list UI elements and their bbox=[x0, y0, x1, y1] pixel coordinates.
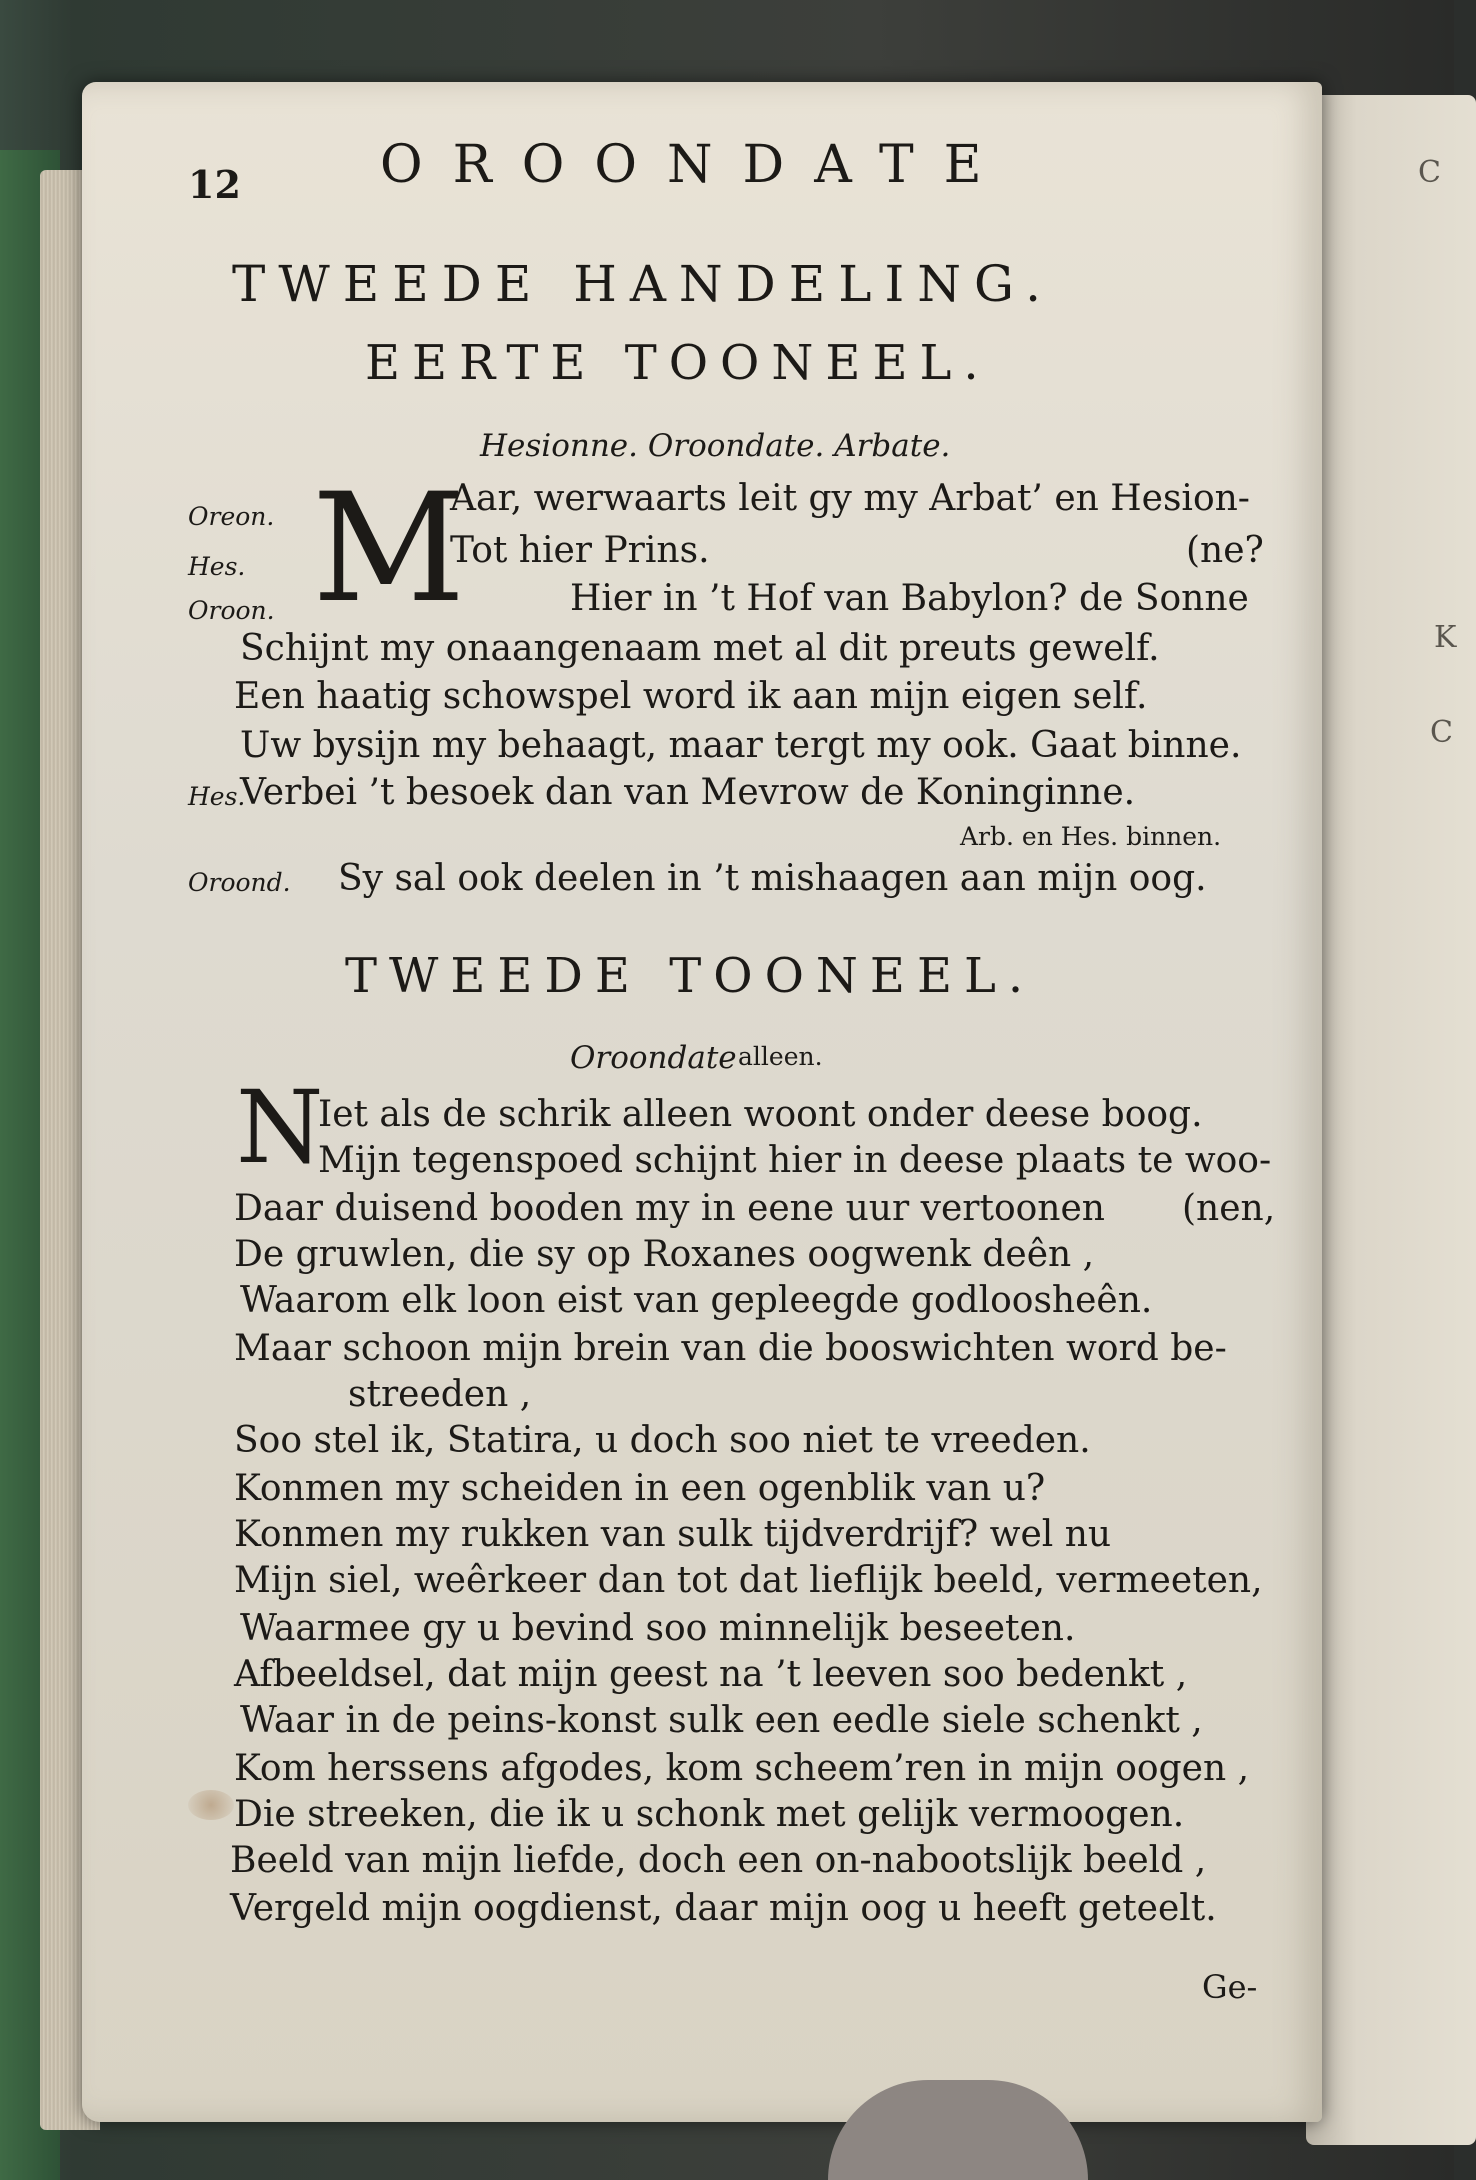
catchword: Ge- bbox=[1202, 1968, 1258, 2006]
verse-line: Waarmee gy u bevind soo minnelijk beseeten. bbox=[240, 1608, 1076, 1649]
verse-line: Een haatig schowspel word ik aan mijn eigen self. bbox=[234, 676, 1148, 717]
stage-direction: Arb. en Hes. binnen. bbox=[960, 822, 1222, 851]
scene-heading: TWEEDE TOONEEL. bbox=[345, 948, 1036, 1004]
speaker-label: Oroond. bbox=[188, 868, 291, 897]
verse-line: Konmen my scheiden in een ogenblik van u? bbox=[234, 1468, 1046, 1509]
speaker-label: Hes. bbox=[188, 552, 246, 581]
facing-page-letter: K bbox=[1434, 620, 1457, 655]
drop-cap: N bbox=[236, 1069, 324, 1186]
verse-line: Maar schoon mijn brein van die booswichten word be- bbox=[234, 1328, 1227, 1369]
verse-line: De gruwlen, die sy op Roxanes oogwenk deên , bbox=[234, 1234, 1095, 1275]
verse-line: Afbeeldsel, dat mijn geest na ’t leeven soo bedenkt , bbox=[234, 1654, 1188, 1695]
verse-line-turnover: (nen, bbox=[1182, 1188, 1276, 1229]
verse-line: Verbei ’t besoek dan van Mevrow de Koninginne. bbox=[240, 772, 1136, 813]
verse-line: Beeld van mijn liefde, doch een on-nabootslijk beeld , bbox=[230, 1840, 1207, 1881]
speaker-label: Hes. bbox=[188, 782, 246, 811]
verse-line: Vergeld mijn oogdienst, daar mijn oog u heeft geteelt. bbox=[230, 1888, 1217, 1929]
verse-line: streeden , bbox=[348, 1374, 532, 1415]
verse-line: Mijn tegenspoed schijnt hier in deese plaats te woo- bbox=[318, 1140, 1272, 1181]
verse-line: Mijn siel, weêrkeer dan tot dat lieflijk beeld, vermeeten, bbox=[234, 1560, 1263, 1601]
verse-line: Aar, werwaarts leit gy my Arbat’ en Hesion- bbox=[450, 478, 1250, 519]
verse-line: Die streeken, die ik u schonk met gelijk vermoogen. bbox=[234, 1794, 1185, 1835]
verse-line: Schijnt my onaangenaam met al dit preuts gewelf. bbox=[240, 628, 1160, 669]
verse-line: Soo stel ik, Statira, u doch soo niet te vreeden. bbox=[234, 1420, 1091, 1461]
verse-line-turnover: (ne? bbox=[1186, 530, 1264, 571]
facing-page-letter: C bbox=[1430, 715, 1453, 750]
act-heading: TWEEDE HANDELING. bbox=[232, 255, 1055, 313]
scene-heading: EERTE TOONEEL. bbox=[365, 335, 991, 391]
verse-line: Sy sal ook deelen in ’t mishaagen aan mijn oog. bbox=[338, 858, 1207, 899]
speaker-label: Oreon. bbox=[188, 502, 275, 531]
running-head: OROONDATE bbox=[380, 135, 1012, 195]
verse-line: Waarom elk loon eist van gepleegde godloosheên. bbox=[240, 1280, 1153, 1321]
ink-stain bbox=[188, 1790, 234, 1820]
facing-page-letter: C bbox=[1418, 155, 1441, 190]
cast-name: Oroondate bbox=[570, 1040, 737, 1076]
verse-line: Waar in de peins-konst sulk een eedle siele schenkt , bbox=[240, 1700, 1203, 1741]
cast-list: Hesionne. Oroondate. Arbate. bbox=[480, 428, 951, 464]
verse-line: Iet als de schrik alleen woont onder deese boog. bbox=[318, 1094, 1203, 1135]
speaker-label: Oroon. bbox=[188, 596, 275, 625]
cast-note: alleen. bbox=[738, 1042, 823, 1071]
verse-line: Uw bysijn my behaagt, maar tergt my ook. Gaat binne. bbox=[240, 725, 1242, 766]
verse-line: Konmen my rukken van sulk tijdverdrijf? wel nu bbox=[234, 1514, 1112, 1555]
drop-cap: M bbox=[312, 462, 466, 636]
verse-line: Kom herssens afgodes, kom scheem’ren in mijn oogen , bbox=[234, 1748, 1250, 1789]
verse-line: Tot hier Prins. bbox=[450, 530, 710, 571]
verse-line: Daar duisend booden my in eene uur vertoonen bbox=[234, 1188, 1105, 1229]
page-number: 12 bbox=[188, 162, 241, 207]
verse-line: Hier in ’t Hof van Babylon? de Sonne bbox=[570, 578, 1249, 619]
